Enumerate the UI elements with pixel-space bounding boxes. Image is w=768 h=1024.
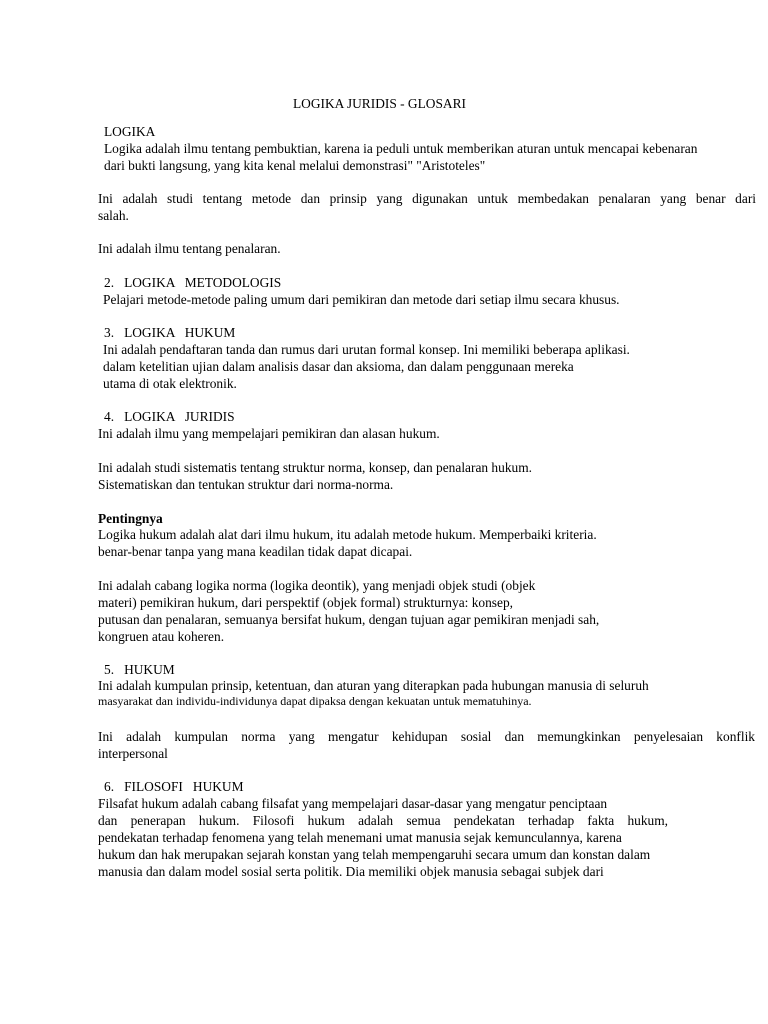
paragraph-line: Pelajari metode-metode paling umum dari pemikiran dan metode dari setiap ilmu secara khusus. <box>103 292 620 307</box>
paragraph-line: Ini adalah studi tentang metode dan prinsip yang digunakan untuk membedakan penalaran yang benar dari <box>98 191 756 206</box>
paragraph-line: Ini adalah cabang logika norma (logika deontik), yang menjadi objek studi (objek <box>98 578 536 593</box>
heading-pentingnya: Pentingnya <box>98 511 163 526</box>
paragraph-line: dari bukti langsung, yang kita kenal melalui demonstrasi" "Aristoteles" <box>104 158 486 173</box>
paragraph-line: kongruen atau koheren. <box>98 629 225 644</box>
heading-filosofi-hukum: 6. FILOSOFI HUKUM <box>104 779 244 794</box>
paragraph-line: benar-benar tanpa yang mana keadilan tidak dapat dicapai. <box>98 544 413 559</box>
paragraph-line: interpersonal <box>98 746 168 761</box>
paragraph-line: pendekatan terhadap fenomena yang telah menemani umat manusia sejak kemunculannya, karena <box>98 830 622 845</box>
heading-logika: LOGIKA <box>104 124 156 139</box>
heading-logika-hukum: 3. LOGIKA HUKUM <box>104 325 236 340</box>
paragraph-line: Ini adalah kumpulan prinsip, ketentuan, dan aturan yang diterapkan pada hubungan manusia di seluruh <box>98 678 649 693</box>
heading-logika-metodologis: 2. LOGIKA METODOLOGIS <box>104 275 282 290</box>
paragraph-line: manusia dan dalam model sosial serta politik. Dia memiliki objek manusia sebagai subjek dari <box>98 864 604 879</box>
paragraph-line: hukum dan hak merupakan sejarah konstan yang telah mempengaruhi secara umum dan konstan dalam <box>98 847 651 862</box>
paragraph-line: Sistematiskan dan tentukan struktur dari norma-norma. <box>98 477 394 492</box>
paragraph-line: dan penerapan hukum. Filosofi hukum adalah semua pendekatan terhadap fakta hukum, <box>98 813 668 828</box>
heading-logika-juridis: 4. LOGIKA JURIDIS <box>104 409 235 424</box>
paragraph-line: Ini adalah studi sistematis tentang struktur norma, konsep, dan penalaran hukum. <box>98 460 532 475</box>
paragraph-line: materi) pemikiran hukum, dari perspektif (objek formal) strukturnya: konsep, <box>98 595 513 610</box>
paragraph-line: Ini adalah ilmu tentang penalaran. <box>98 241 281 256</box>
heading-hukum: 5. HUKUM <box>104 662 175 677</box>
paragraph-line: putusan dan penalaran, semuanya bersifat hukum, dengan tujuan agar pemikiran menjadi sah, <box>98 612 600 627</box>
paragraph-line: Ini adalah pendaftaran tanda dan rumus dari urutan formal konsep. Ini memiliki beberapa aplikasi. <box>103 342 630 357</box>
paragraph-line: Ini adalah ilmu yang mempelajari pemikiran dan alasan hukum. <box>98 426 440 441</box>
paragraph-line: Logika adalah ilmu tentang pembuktian, karena ia peduli untuk memberikan aturan untuk mencapai kebenaran <box>104 141 698 156</box>
paragraph-line: masyarakat dan individu-individunya dapat dipaksa dengan kekuatan untuk mematuhinya. <box>98 694 532 708</box>
paragraph-line: utama di otak elektronik. <box>103 376 237 391</box>
paragraph-line: dalam ketelitian ujian dalam analisis dasar dan aksioma, dan dalam penggunaan mereka <box>103 359 574 374</box>
paragraph-line: Ini adalah kumpulan norma yang mengatur kehidupan sosial dan memungkinkan penyelesaian konflik <box>98 729 755 744</box>
paragraph-line: Filsafat hukum adalah cabang filsafat yang mempelajari dasar-dasar yang mengatur penciptaan <box>98 796 608 811</box>
document-title: LOGIKA JURIDIS - GLOSARI <box>293 96 466 111</box>
paragraph-line: Logika hukum adalah alat dari ilmu hukum, itu adalah metode hukum. Memperbaiki kriteria. <box>98 527 597 542</box>
paragraph-line: salah. <box>98 208 129 223</box>
